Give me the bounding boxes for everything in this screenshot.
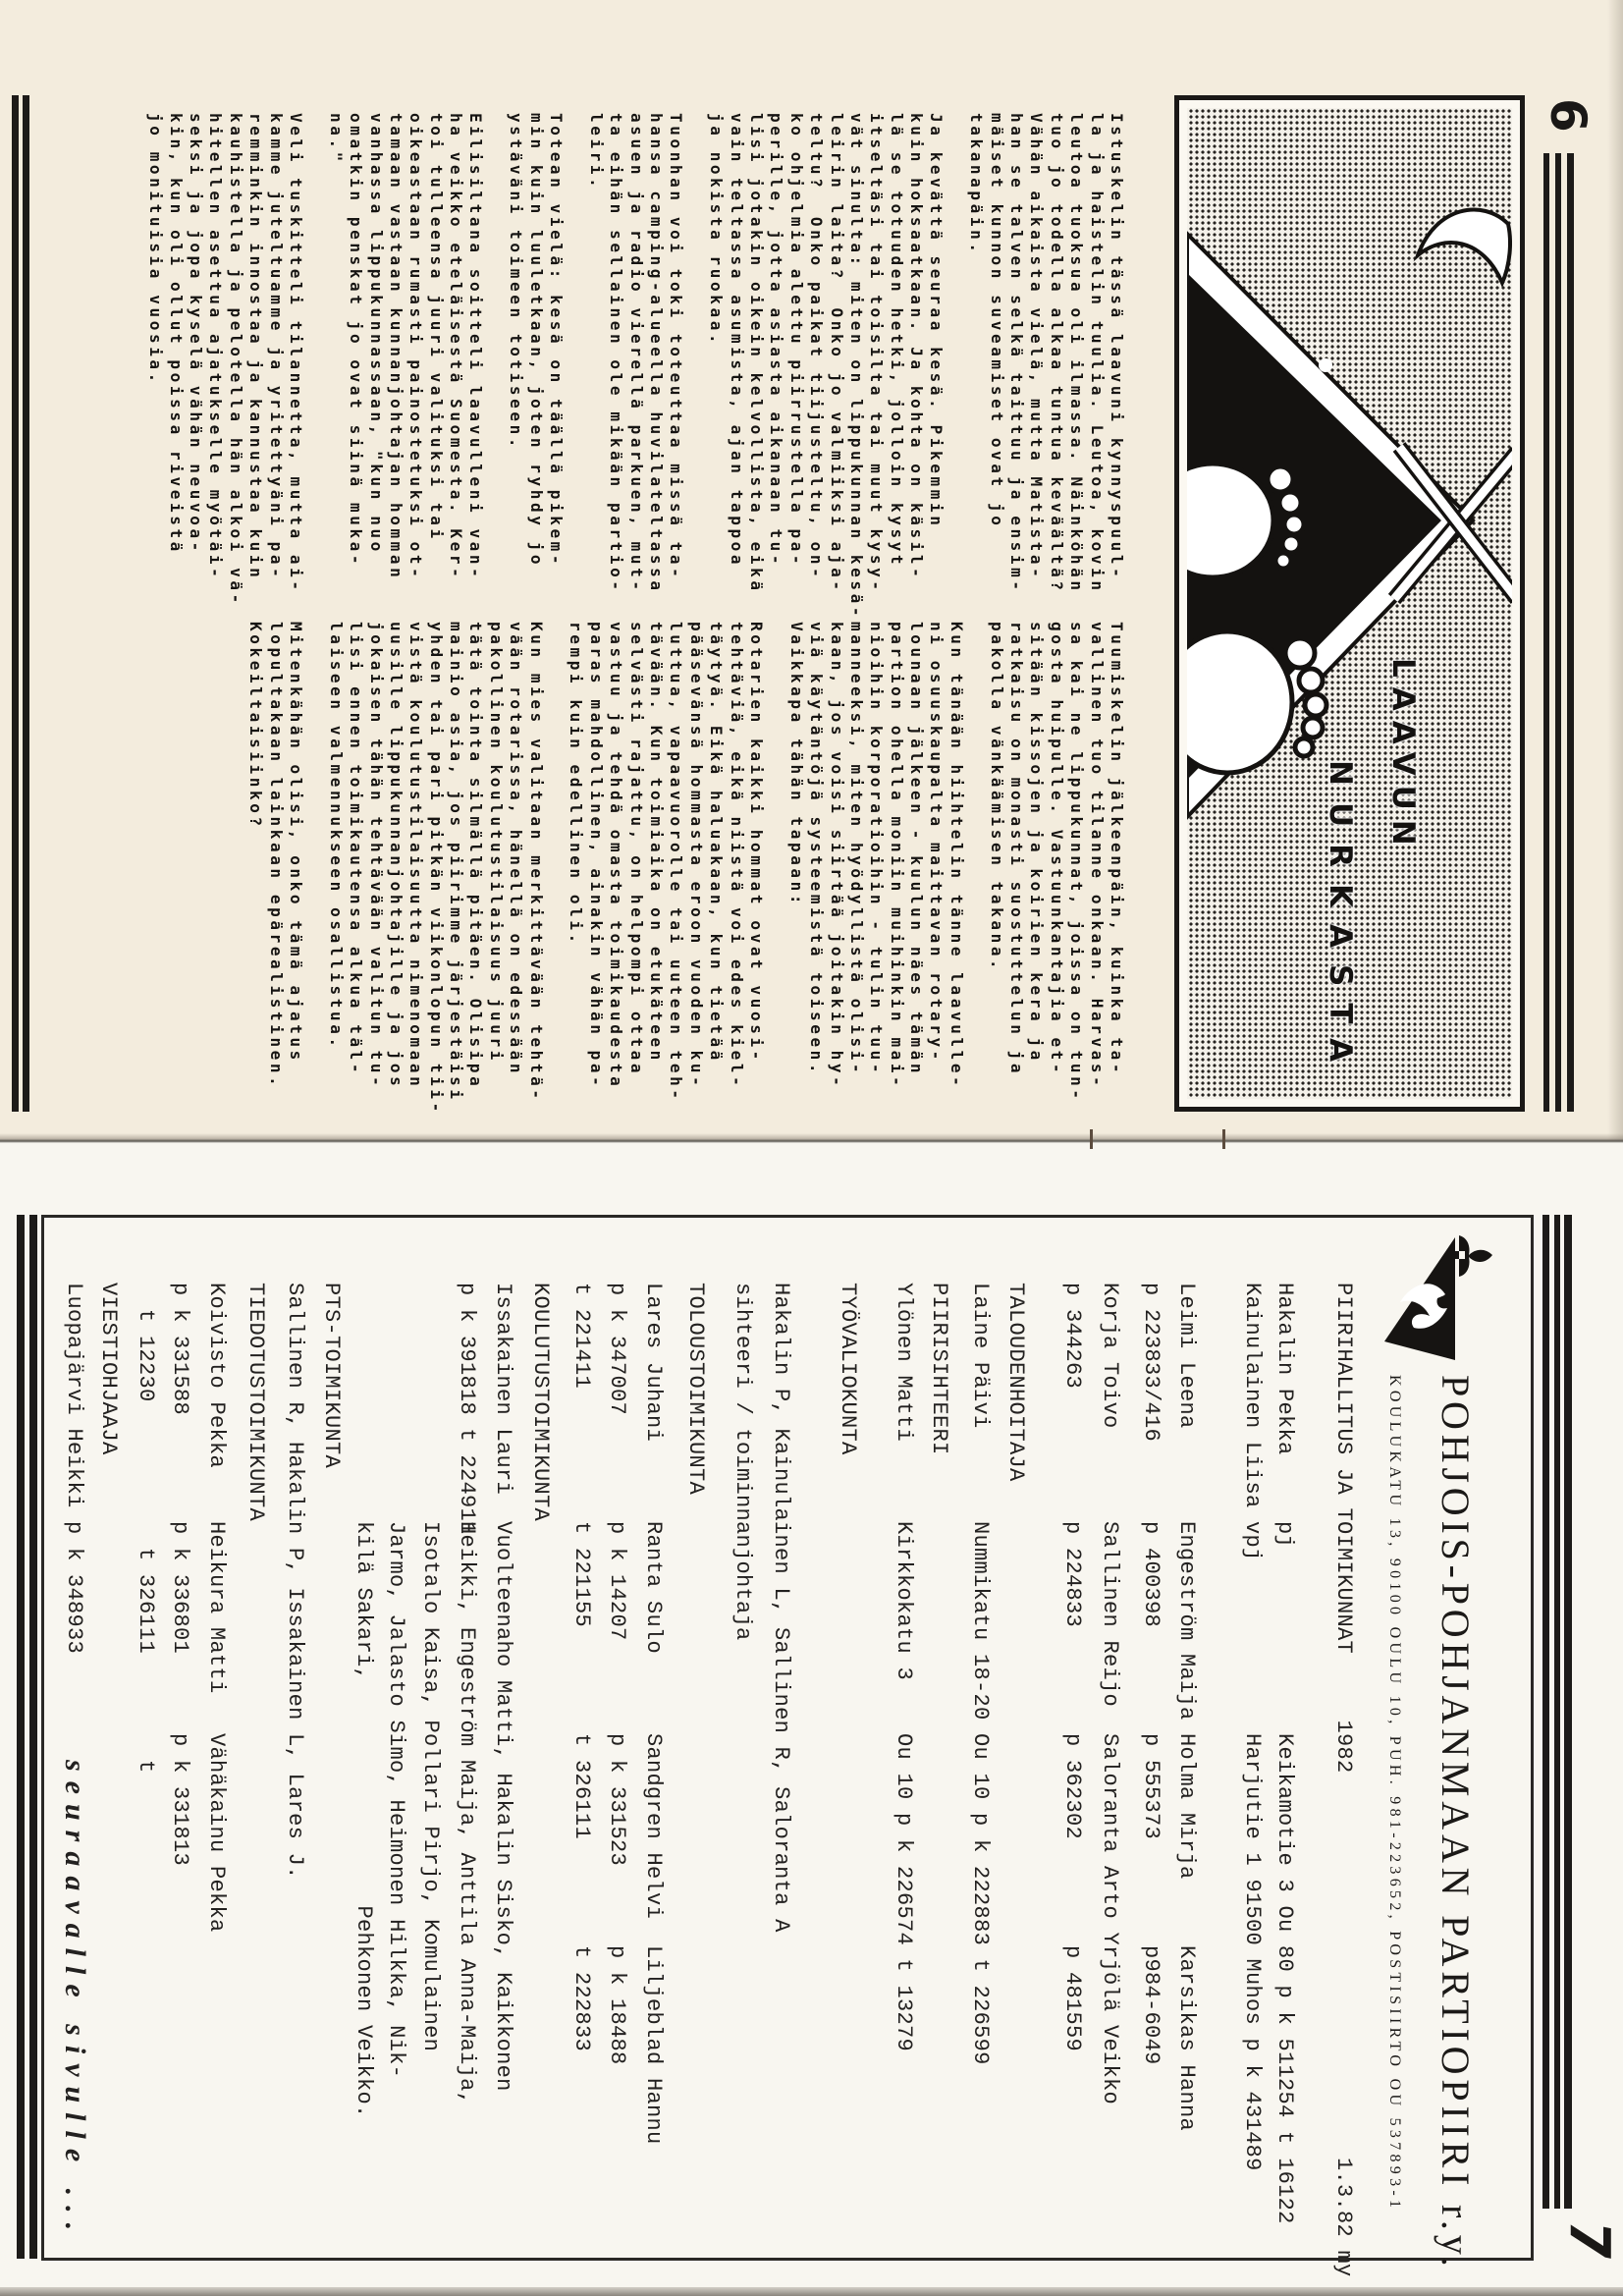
article-line: Kokeiltaisiinko? xyxy=(246,622,266,830)
continued-note: seuraavalle sivulle ... xyxy=(59,1760,91,2241)
directory-entry: t 222833 xyxy=(569,1945,594,2052)
article-line: hansa camping-alueella huvilateltassa xyxy=(647,113,667,594)
article-line: remminkin innostaa ja kannustaa kuin xyxy=(246,113,266,581)
article-line: lounaan jälkeen - kuulun näes tämän xyxy=(907,622,927,1077)
directory-entry: p k 18488 xyxy=(605,1945,629,2065)
article-line: pakollinen koulutustilaisuus juuri xyxy=(486,622,506,1064)
article-line: vät sinulta: miten on lippukunnan kesä- xyxy=(846,113,866,621)
directory-entry: Engeström Maija xyxy=(1174,1521,1199,1721)
directory-entry: Ylönen Matti xyxy=(892,1283,916,1443)
page-number: 7 xyxy=(1557,2220,1621,2259)
article-line: nioihin korporatioihin - tulin tuu- xyxy=(867,622,887,1077)
directory-entry: p 362302 xyxy=(1060,1733,1085,1840)
directory-entry: Vuolteenaho Matti, Hakalin Sisko, Kaikkonen xyxy=(491,1521,515,2092)
fleur-de-lis-icon xyxy=(1455,1235,1492,1277)
directory-entry: Vähäkainu Pekka xyxy=(204,1733,229,1933)
directory-entry: kilä Sakari, xyxy=(352,1521,376,1681)
rule-line xyxy=(1543,153,1549,1112)
article-line: han se talven selkä taittuu ja ensim- xyxy=(1007,113,1027,594)
article-line: Mitenkähän olisi, onko tämä ajatus xyxy=(286,622,305,1064)
directory-entry: p984-6049 xyxy=(1139,1945,1163,2065)
article-line: takanapäin. xyxy=(967,113,987,256)
article-line: tamaan vastaan kunnanjohtajan homman xyxy=(386,113,406,581)
rule-line xyxy=(1554,1215,1560,2209)
section-heading: TIEDOTUSTOIMIKUNTA xyxy=(243,1283,268,1522)
article-line: kamme juteltuamme ja yritettyäni pa- xyxy=(266,113,286,581)
article-line: hitellen asettua ajatukselle myötäi- xyxy=(206,113,226,581)
directory-entry: Saloranta Arto Yrjölä Veikko xyxy=(1098,1733,1122,2105)
article-line: mainio asia, jos piirimme järjestäisi xyxy=(447,622,466,1103)
directory-entry: Kirkkokatu 3 xyxy=(892,1521,916,1681)
article-line: kauhistella ja pelotella hän alkoi vä- xyxy=(226,113,245,607)
directory-entry: Sandgren Helvi xyxy=(641,1733,666,1920)
article-line: leutoa tuoksua oli ilmassa. Näinköhän xyxy=(1067,113,1087,594)
directory-entry: Korja Toivo xyxy=(1098,1283,1122,1429)
page-number: 6 xyxy=(1540,98,1596,133)
article-paragraph xyxy=(145,113,305,609)
article-line: tätä tointa silmällä pitäen. Olisipa xyxy=(466,622,486,1090)
organization-name: POHJOIS-POHJANMAAN PARTIOPIIRI r.y. xyxy=(1434,1375,1478,2271)
article-paragraph xyxy=(325,113,485,609)
article-line: oikeastaan rumasti painostetuksi ot- xyxy=(406,113,426,581)
article-line: mäiset kunnon suveamiset ovat jo xyxy=(987,113,1006,529)
article-line: Totean vielä: kesä on täällä pikem- xyxy=(547,113,567,569)
moon-icon xyxy=(1418,210,1510,283)
article-title-line-1: LAAVUN xyxy=(1385,658,1421,855)
article-line: kuin hoksaatkaan. Ja kohta on käsil- xyxy=(907,113,927,581)
article-line: toi tulleensa juuri valituksi tai xyxy=(426,113,446,542)
section-heading: TYÖVALIOKUNTA xyxy=(836,1283,860,1455)
article-line: jokaisen tähän tehtävään valitun tu- xyxy=(366,622,386,1090)
article-line: pääsevänsä hommasta eroon vuoden ku- xyxy=(686,622,706,1090)
article-line: min kuin luuletkaan, joten ryhdy jo xyxy=(526,113,546,569)
article-line: ha veikko eteläisestä Suomesta. Ker- xyxy=(447,113,466,581)
article-line: vastuu ja tehdä omasta toimikaudesta xyxy=(607,622,626,1090)
rule-line xyxy=(1542,1215,1549,2209)
eye-icon xyxy=(1307,374,1321,388)
directory-entry: p 555373 xyxy=(1139,1733,1163,1840)
directory-entry: Karsikas Hanna xyxy=(1174,1945,1199,2132)
directory-entry: Issakainen Lauri xyxy=(491,1283,515,1496)
article-line: ratkaisu on monasti suostuttelun ja xyxy=(1007,622,1027,1077)
article-line: kaan, jos voisi siirtää joitakin hy- xyxy=(827,622,846,1090)
page-6 xyxy=(10,69,1610,1139)
article-line: omatkin penskat jo ovat siinä muka- xyxy=(347,113,366,569)
directory-entry: t 326111 xyxy=(134,1548,158,1655)
article-line: tävään. Kun toimiaika on etukäteen xyxy=(647,622,667,1064)
directory-entry: Liljeblad Hannu xyxy=(641,1945,666,2145)
article-paragraph xyxy=(785,622,966,1132)
article-line: kin, kun oli ollut poissa riveistä xyxy=(166,113,186,555)
directory-entry: t 12230 xyxy=(134,1309,158,1402)
eye-icon xyxy=(1319,358,1332,372)
rule-line xyxy=(12,95,19,1112)
directory-entry: Holma Mirja xyxy=(1174,1733,1199,1880)
article-line: rempi kuin edellinen oli. xyxy=(567,622,586,947)
article-line: Tuonhan voi toki toteuttaa missä ta- xyxy=(667,113,686,581)
article-line: tuo jo todella alkaa tuntua keväältä? xyxy=(1047,113,1066,594)
article-line: Tuumiskelin jälkeenpäin, kuinka ta- xyxy=(1108,622,1126,1077)
article-line: Ja kevättä seuraa kesä. Pikemmin xyxy=(927,113,947,529)
section-heading: PIIRISIHTEERI xyxy=(927,1283,951,1455)
article-line: paras mahdollinen, ainakin vähän pa- xyxy=(586,622,606,1090)
article-line: gosta huipulle. Vastuunkantajia et- xyxy=(1047,622,1066,1077)
directory-entry: t 221155 xyxy=(569,1521,594,1628)
article-line: Istuskelin tässä laavuni kynnyspuul- xyxy=(1108,113,1126,581)
article-line: vistä koulutustilaisuutta nimenomaan xyxy=(406,622,426,1090)
article-line: na." xyxy=(326,113,346,165)
article-line: Vähän aikaista vielä, mutta Matista- xyxy=(1027,113,1047,581)
directory-entry: Nummikatu 18-20 Ou 10 p k 222883 t 226599 xyxy=(968,1521,993,2065)
rule-line xyxy=(1564,1215,1572,2209)
article-line: luttua, vapaavuorolle tai uuteen teh- xyxy=(667,622,686,1103)
article-line: lisi ennen toimikautensa alkua täl- xyxy=(347,622,366,1077)
article-line: Eilisiltana soitteli laavulleni van- xyxy=(466,113,486,581)
article-line: la ja haistelin tuulia. Leutoa, kovin xyxy=(1087,113,1107,594)
section-heading: PIIRIHALLITUS JA TOIMIKUNNAT xyxy=(1331,1283,1356,1655)
article-line: selvästi rajattu, on helpompi ottaa xyxy=(626,622,646,1077)
article-line: lopultakaan lainkaan epärealistinen. xyxy=(266,622,286,1090)
rule-line xyxy=(29,1215,37,2259)
article-paragraph xyxy=(506,113,566,609)
directory-entry: Heikura Matti xyxy=(204,1521,229,1694)
article-line: lä se totuuden hetki, jolloin kysyt xyxy=(887,113,906,569)
directory-entry: sihteeri / toiminnanjohtaja xyxy=(730,1283,755,1641)
article-line: Rotarien kaikki hommat ovat vuosi- xyxy=(746,622,766,1064)
article-line: viä käytäntöjä systeemistä toiseen. xyxy=(807,622,827,1077)
directory-entry: Kainulainen Liisa vpj xyxy=(1240,1283,1265,1561)
article-line: sitään kissojen ja koirien kera ja xyxy=(1027,622,1047,1064)
section-heading: TALOUDENHOITAJA xyxy=(1003,1283,1028,1482)
article-line: täytyä. Eikä haluakaan, kun tietää xyxy=(707,622,727,1064)
directory-entry: t 326111 xyxy=(569,1733,594,1840)
article-column xyxy=(225,622,1126,1132)
directory-entry: Keikamotie 3 Ou 80 p k 511254 t 16122 xyxy=(1272,1733,1297,2224)
rule-line xyxy=(17,1215,25,2259)
directory-entry: 1.3.82 my xyxy=(1331,2158,1356,2277)
article-paragraph xyxy=(325,622,545,1132)
directory-entry: Lares Juhani xyxy=(641,1283,666,1443)
article-line: yhden tai pari pitkän viikonlopun tii- xyxy=(426,622,446,1116)
directory-entry: Leimi Leena xyxy=(1174,1283,1199,1429)
directory-entry: Hakalin Pekka xyxy=(1272,1283,1297,1455)
directory-entry: p 223833/416 xyxy=(1139,1283,1163,1443)
article-line: vanhassa lippukunnassaan, "kun nuo xyxy=(366,113,386,555)
article-line: lisi jotakin oikein kelvollista, eikä xyxy=(746,113,766,594)
article-line: laiseen valmennukseen osallistua. xyxy=(326,622,346,1051)
rule-line xyxy=(1555,153,1561,1112)
directory-entry: p k 331813 xyxy=(168,1733,192,1867)
directory-entry: Koivisto Pekka xyxy=(204,1283,229,1469)
article-line: uusille lippukunnanjohtajille ja jos xyxy=(386,622,406,1090)
article-line: ta eihän sellainen ole mikään partio- xyxy=(607,113,626,594)
rule-line xyxy=(23,95,29,1112)
directory-entry: Jarmo, Jalasto Simo, Heimonen Hilkka, Nik- xyxy=(384,1521,408,2079)
directory-entry: Luopajärvi Heikki xyxy=(62,1283,86,1508)
article-line: partion ohella moniin muihinkin mai- xyxy=(887,622,906,1090)
directory-entry: Harjutie 1 91500 Muhos p k 431489 xyxy=(1240,1733,1265,2171)
article-paragraph xyxy=(986,622,1126,1132)
article-line: Veli tuskitteli tilannetta, mutta ai- xyxy=(286,113,305,594)
directory-entry: p k 347007 xyxy=(605,1283,629,1416)
directory-entry: p k 331588 xyxy=(168,1283,192,1416)
page-7 xyxy=(10,1203,1621,2296)
directory-entry: p k 391818 t 224911 xyxy=(455,1283,479,1535)
article-line: seksi ja jopa kyselä vähän neuvoa- xyxy=(187,113,206,555)
article-line: leiri. xyxy=(586,113,606,191)
directory-entry: Ranta Sulo xyxy=(641,1521,666,1655)
directory-entry: Sallinen R, Hakalin P, Issakainen L, Lares J. xyxy=(283,1283,307,1880)
directory-entry: Sallinen Reijo xyxy=(1098,1521,1122,1708)
directory-entry: p k 14207 xyxy=(605,1521,629,1641)
article-line: jo monituisia vuosia. xyxy=(146,113,166,386)
section-heading: VIESTIOHJAAJA xyxy=(96,1283,121,1455)
directory-entry: Pehkonen Veikko. xyxy=(352,1905,376,2118)
article-line: vallinen tuo tilanne onkaan. Harvas- xyxy=(1087,622,1107,1090)
article-paragraph xyxy=(585,113,685,609)
article-line: manneeksi, miten hyödyllistä olisi- xyxy=(846,622,866,1077)
article-line: itseltäsi tai toisilta tai muut kysy- xyxy=(867,113,887,594)
directory-entry: t xyxy=(134,1760,158,1774)
article-line: ko ohjelmia alettu piirrustella pa- xyxy=(786,113,806,569)
halftone-background xyxy=(1187,108,1512,1099)
article-line: sa kai ne lippukunnat, joissa on tun- xyxy=(1067,622,1087,1103)
article-paragraph xyxy=(245,622,305,1132)
directory-entry: p 224833 xyxy=(1060,1521,1085,1628)
directory-entry: p k 331523 xyxy=(605,1733,629,1867)
article-line: tehtäviä, eikä niistä voi edes kiel- xyxy=(727,622,746,1090)
rule-line xyxy=(1567,153,1574,1112)
article-line: ja nokista ruokaa. xyxy=(707,113,727,348)
directory-entry: p 344263 xyxy=(1060,1283,1085,1390)
directory-entry: Laine Päivi xyxy=(968,1283,993,1429)
article-paragraph xyxy=(566,622,766,1132)
directory-entry: t 221411 xyxy=(569,1283,594,1390)
scout-logo-icon xyxy=(1381,1226,1494,1360)
article-column xyxy=(125,113,1126,621)
article-line: leirin laita? Onko jo valmiiksi aja- xyxy=(827,113,846,594)
article-title-line-2: NURKASTA xyxy=(1323,760,1358,1079)
article-paragraph xyxy=(706,113,947,621)
section-heading: TOLOUSTOIMIKUNTA xyxy=(683,1283,708,1496)
directory-entry: p 400398 xyxy=(1139,1521,1163,1628)
organization-address: KOULUKATU 13, 90100 OULU 10, PUH. 981-223652, POSTISIIRTO OU 537893-1 xyxy=(1386,1375,1403,2213)
article-line: vain teltassa asumista, ajan tappoa xyxy=(727,113,746,569)
directory-entry: Heikki, Engeström Maija, Anttila Anna-Maija, xyxy=(455,1521,479,2105)
section-heading: PTS-TOIMIKUNTA xyxy=(319,1283,344,1469)
article-line: pakolla vänkäämisen takana. xyxy=(987,622,1006,973)
directory-entry: Ou 10 p k 226574 t 13279 xyxy=(892,1733,916,2052)
article-line: vään rotarissa, hänellä on edessään xyxy=(507,622,526,1077)
directory-entry: Isotalo Kaisa, Pollari Pirjo, Komulainen xyxy=(418,1521,443,2052)
article-line: ni osuuskaupalta maittavan rotary- xyxy=(927,622,947,1064)
directory-entry: p 481559 xyxy=(1060,1945,1085,2052)
directory-entry: p k 348933 xyxy=(62,1521,86,1655)
article-line: Kun tänään hiihtelin tänne laavulle- xyxy=(947,622,966,1090)
article-line: asuen ja radio vierellä parkuen, mut- xyxy=(626,113,646,594)
header-illustration xyxy=(1174,95,1525,1112)
article-line: ystäväni toimeen totiseen. xyxy=(507,113,526,452)
article-line: perille, jotta asiasta aikanaan tu- xyxy=(767,113,786,569)
directory-entry: p k 336801 xyxy=(168,1521,192,1655)
directory-entry: Hakalin P, Kainulainen L, Sallinen R, Saloranta A xyxy=(769,1283,793,1933)
article-line: Kun mies valitaan merkittävään tehtä- xyxy=(526,622,546,1103)
directory-entry: 1982 xyxy=(1331,1720,1356,1774)
section-heading: KOULUTUSTOIMIKUNTA xyxy=(528,1283,553,1522)
article-line: Vaikkapa tähän tapaan: xyxy=(786,622,806,908)
article-line: teltu? Onko paikat tiijusteltu, on- xyxy=(807,113,827,581)
directory-entry: pj xyxy=(1272,1521,1297,1549)
article-paragraph xyxy=(966,113,1126,609)
